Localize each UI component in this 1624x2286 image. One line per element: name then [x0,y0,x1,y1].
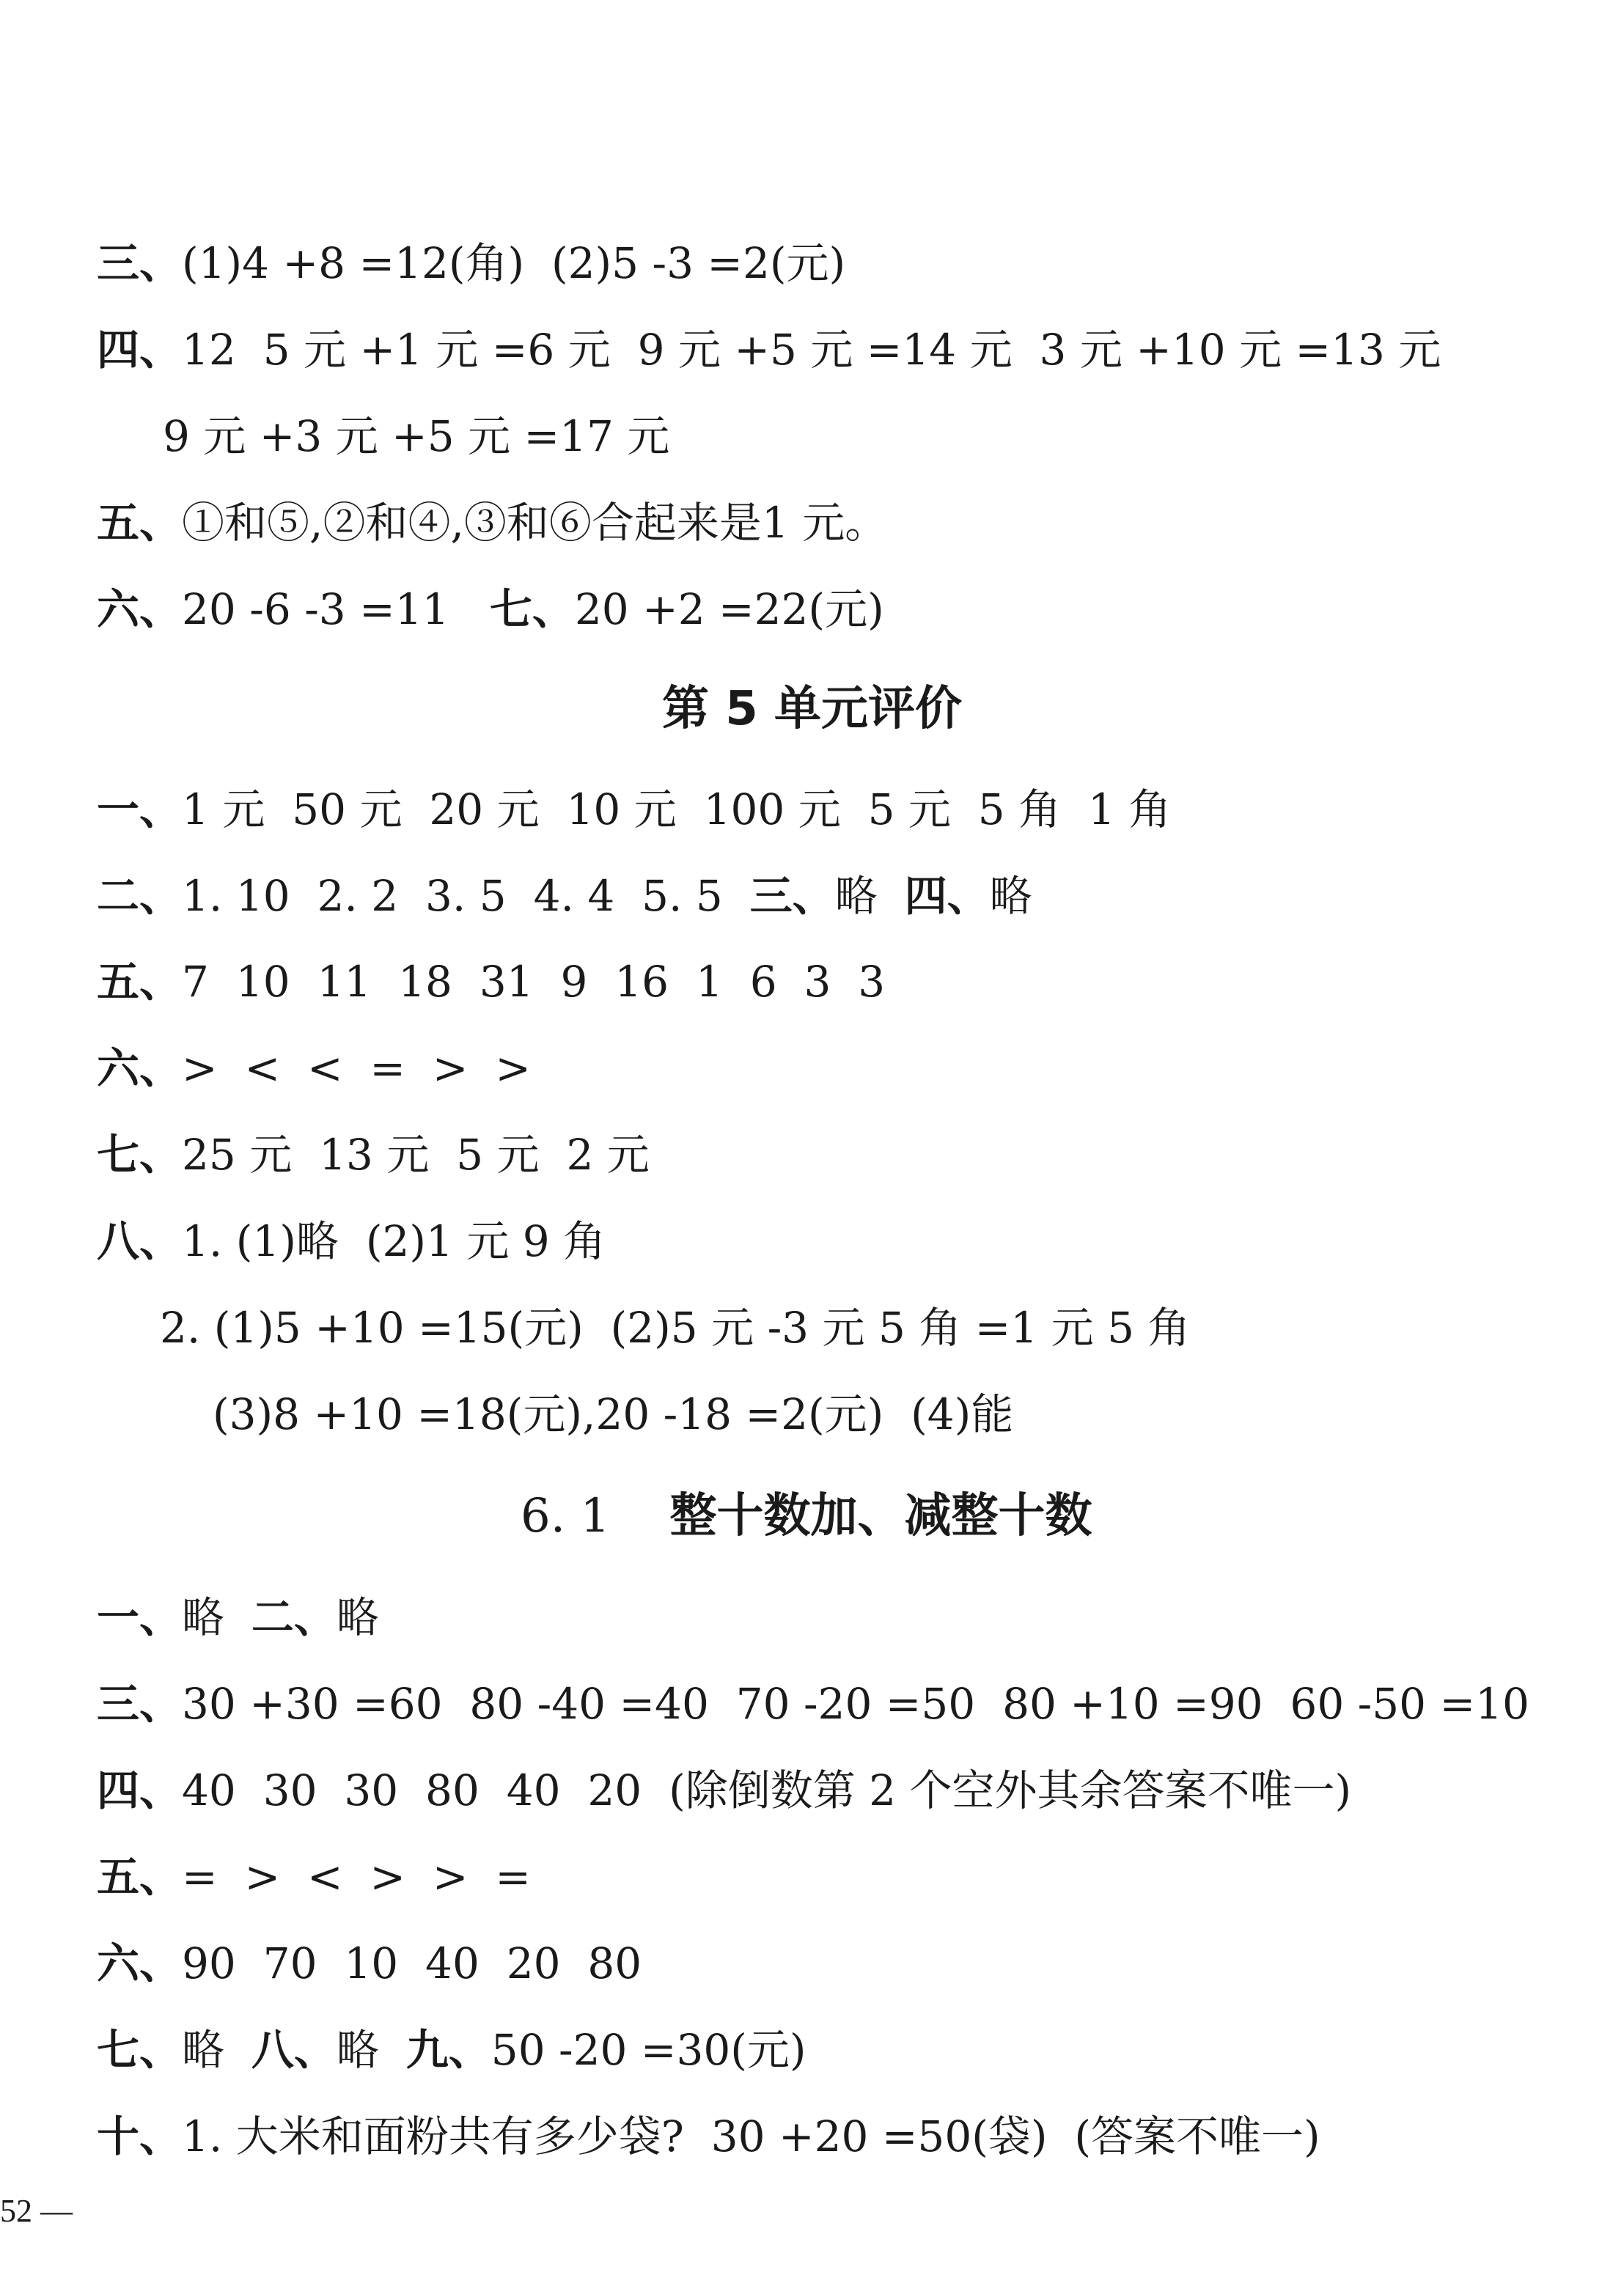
answer-line-8-2 [160,1303,1191,1353]
answer-text: 30 +30 =60 80 -40 =40 70 -20 =50 80 +10 =90 60 -50 =10 [182,1679,1529,1729]
answer-line-3 [97,238,846,288]
answer-line-6-7 [97,584,884,634]
answer-line-4 [97,1765,1352,1815]
question-number: 五、 [97,1852,183,1902]
answer-line-3 [97,1679,1529,1729]
answer-line-6 [97,1043,531,1093]
question-number: 三、 [749,871,835,921]
question-number: 六、 [97,1043,183,1093]
question-number: 一、 [97,784,183,834]
question-number: 五、 [97,957,183,1007]
section-number: 6. 1 [521,1489,611,1543]
question-number: 九、 [405,2025,491,2075]
question-number: 三、 [97,238,183,288]
answer-line-1 [97,784,1172,834]
question-number: 四、 [97,325,183,375]
answer-text: 略 [182,1592,251,1642]
question-number: 一、 [97,1592,183,1642]
answer-text: 略 [989,871,1032,921]
answer-text: 略 [834,871,905,921]
section-heading-unit5: 第 5 单元评价 [661,682,963,736]
answer-line-8-2-cont [213,1389,1014,1439]
section-heading-6-1 [521,1489,1092,1543]
answer-line-7 [97,1130,650,1180]
answer-line-7-8-9 [97,2025,807,2075]
answer-line-5 [97,498,888,548]
answer-text: 略 [336,2025,406,2075]
answer-line-4-cont [163,411,670,461]
question-number: 六、 [97,1938,183,1988]
question-number: 五、 [97,498,183,548]
answer-text: (1)4 +8 =12(角) (2)5 -3 =2(元) [182,238,846,288]
answer-line-1-2 [97,1592,379,1642]
answer-line-2-3-4 [97,871,1032,921]
answer-text: 25 元 13 元 5 元 2 元 [182,1130,650,1180]
answer-text: 1. 大米和面粉共有多少袋? 30 +20 =50(袋) (答案不唯一) [182,2112,1320,2161]
question-number: 四、 [904,871,990,921]
question-number: 七、 [489,584,575,634]
answer-text: 略 [182,2025,251,2075]
answer-line-4 [97,325,1441,375]
answer-text: (3)8 +10 =18(元),20 -18 =2(元) (4)能 [213,1389,1014,1439]
question-number: 四、 [97,1765,183,1815]
answer-text: 40 30 30 80 40 20 (除倒数第 2 个空外其余答案不唯一) [182,1765,1352,1815]
question-number: 八、 [251,2025,337,2075]
answer-text: = > < > > = [182,1852,531,1902]
answer-text: 2. (1)5 +10 =15(元) (2)5 元 -3 元 5 角 =1 元 5 角 [160,1303,1191,1353]
question-number: 六、 [97,584,183,634]
answer-line-10 [97,2112,1320,2161]
question-number: 七、 [97,1130,183,1180]
answer-text: 50 -20 =30(元) [490,2025,807,2075]
question-number: 二、 [251,1592,337,1642]
question-number: 二、 [97,871,183,921]
answer-text: 20 -6 -3 =11 [182,584,490,634]
section-title: 整十数加、减整十数 [669,1489,1092,1543]
answer-text: ①和⑤,②和④,③和⑥合起来是1 元。 [182,498,888,548]
answer-line-5 [97,957,886,1007]
answer-text: 12 5 元 +1 元 =6 元 9 元 +5 元 =14 元 3 元 +10 元 =13 元 [182,325,1441,375]
answer-text: 1. 10 2. 2 3. 5 4. 4 5. 5 [182,871,750,921]
answer-text: 1. (1)略 (2)1 元 9 角 [182,1216,606,1266]
answer-text: 1 元 50 元 20 元 10 元 100 元 5 元 5 角 1 角 [182,784,1172,834]
answer-text: 20 +2 =22(元) [574,584,884,634]
answer-text: > < < = > > [182,1043,531,1093]
answer-line-8 [97,1216,606,1266]
answer-text: 9 元 +3 元 +5 元 =17 元 [163,411,670,461]
answer-line-6 [97,1938,642,1988]
answer-line-5 [97,1852,531,1902]
question-number: 八、 [97,1216,183,1266]
page-number: 52 — [0,2193,73,2229]
answer-text: 略 [336,1592,379,1642]
question-number: 七、 [97,2025,183,2075]
answer-text: 90 70 10 40 20 80 [182,1938,642,1988]
question-number: 十、 [97,2112,183,2161]
answer-text: 7 10 11 18 31 9 16 1 6 3 3 [182,957,886,1007]
question-number: 三、 [97,1679,183,1729]
